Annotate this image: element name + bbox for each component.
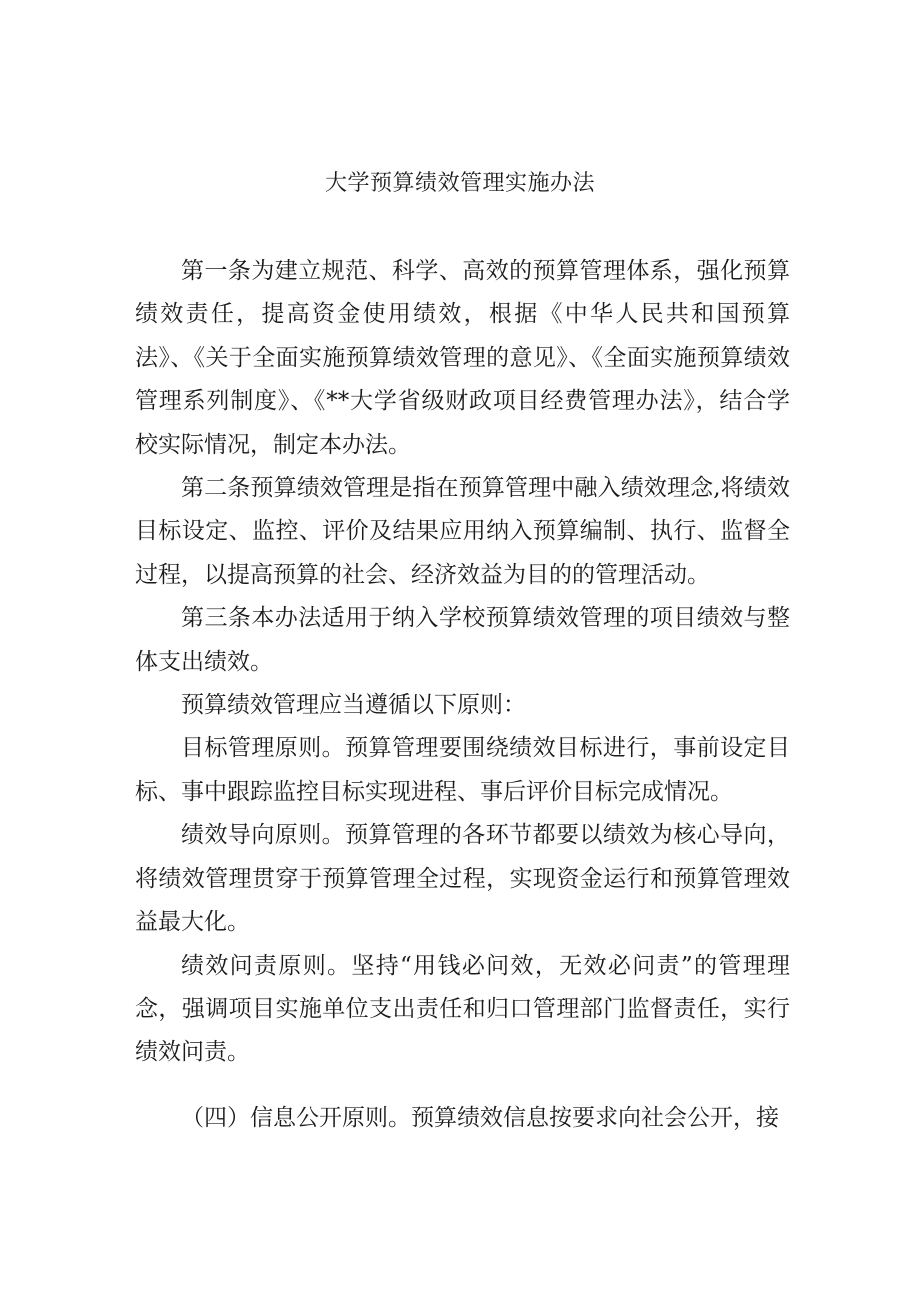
principle-performance-orientation-paragraph: 绩效导向原则。预算管理的各环节都要以绩效为核心导向，将绩效管理贯穿于预算管理全过程，实现资金运行和预算管理效益最大化。 [135,822,790,936]
principle-goal-management-paragraph: 目标管理原则。预算管理要围绕绩效目标进行，事前设定目标、事中跟踪监控目标实现进程、事后评价目标完成情况。 [135,735,790,805]
article-3-paragraph: 第三条本办法适用于纳入学校预算绩效管理的项目绩效与整体支出绩效。 [135,605,790,675]
article-2-paragraph: 第二条预算绩效管理是指在预算管理中融入绩效理念,将绩效目标设定、监控、评价及结果应用纳入预算编制、执行、监督全过程，以提高预算的社会、经济效益为目的的管理活动。 [135,475,790,588]
principle-information-disclosure-paragraph: （四）信息公开原则。预算绩效信息按要求向社会公开，接 [181,1104,779,1131]
document-title: 大学预算绩效管理实施办法 [324,171,595,196]
document-body [135,250,790,1140]
principles-intro-paragraph: 预算绩效管理应当遵循以下原则： [181,692,526,719]
article-1-paragraph: 第一条为建立规范、科学、高效的预算管理体系，强化预算绩效责任，提高资金使用绩效，根据《中华人民共和国预算法》、《关于全面实施预算绩效管理的意见》、《全面实施预算绩效管理系列制度》、《**大学省级财政项目经费管理办法》，结合学校实际情况，制定本办法。 [135,258,790,458]
principle-accountability-paragraph: 绩效问责原则。坚持“用钱必问效，无效必问责”的管理理念，强调项目实施单位支出责任和归口管理部门监督责任，实行绩效问责。 [135,952,790,1066]
